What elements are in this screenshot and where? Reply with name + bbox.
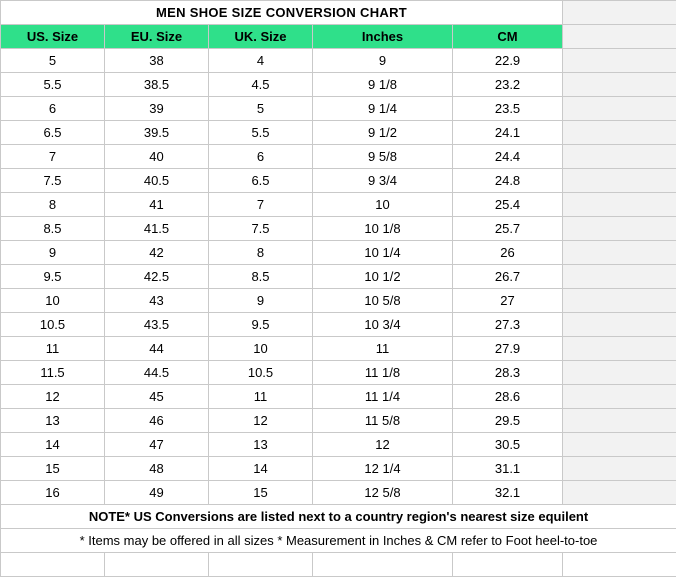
cell-us-size[interactable]: 8: [1, 193, 105, 217]
cell-uk-size[interactable]: 4: [209, 49, 313, 73]
empty-row: [1, 553, 676, 577]
empty-cell[interactable]: [563, 1, 676, 25]
cell-cm[interactable]: 25.4: [453, 193, 563, 217]
cell-us-size[interactable]: 7.5: [1, 169, 105, 193]
empty-cell[interactable]: [313, 553, 453, 577]
empty-cell[interactable]: [563, 361, 676, 385]
cell-eu-size[interactable]: 40: [105, 145, 209, 169]
cell-uk-size[interactable]: 14: [209, 457, 313, 481]
cell-us-size[interactable]: 9.5: [1, 265, 105, 289]
table-row: [1, 121, 676, 145]
empty-cell[interactable]: [563, 313, 676, 337]
cell-uk-size[interactable]: 9.5: [209, 313, 313, 337]
cell-eu-size[interactable]: 38.5: [105, 73, 209, 97]
cell-uk-size[interactable]: 8: [209, 241, 313, 265]
table-row: [1, 49, 676, 73]
cell-eu-size[interactable]: 40.5: [105, 169, 209, 193]
cell-inches[interactable]: 11 5/8: [313, 409, 453, 433]
cell-eu-size[interactable]: 43.5: [105, 313, 209, 337]
table-row: [1, 481, 676, 505]
cell-cm[interactable]: 26.7: [453, 265, 563, 289]
empty-cell[interactable]: [105, 553, 209, 577]
cell-inches[interactable]: 12 5/8: [313, 481, 453, 505]
empty-cell[interactable]: [563, 241, 676, 265]
cell-cm[interactable]: 27: [453, 289, 563, 313]
cell-cm[interactable]: 28.3: [453, 361, 563, 385]
cell-uk-size[interactable]: 8.5: [209, 265, 313, 289]
cell-inches[interactable]: 9 1/8: [313, 73, 453, 97]
cell-eu-size[interactable]: 43: [105, 289, 209, 313]
column-header-cm: CM: [453, 25, 563, 49]
cell-eu-size[interactable]: 41.5: [105, 217, 209, 241]
note-text-conversions: NOTE* US Conversions are listed next to a country region's nearest size equilent: [1, 505, 676, 529]
cell-cm[interactable]: 27.3: [453, 313, 563, 337]
cell-us-size[interactable]: 7: [1, 145, 105, 169]
empty-cell[interactable]: [563, 193, 676, 217]
cell-uk-size[interactable]: 10: [209, 337, 313, 361]
cell-inches[interactable]: 10: [313, 193, 453, 217]
cell-eu-size[interactable]: 38: [105, 49, 209, 73]
cell-uk-size[interactable]: 5.5: [209, 121, 313, 145]
cell-cm[interactable]: 26: [453, 241, 563, 265]
cell-eu-size[interactable]: 42: [105, 241, 209, 265]
cell-us-size[interactable]: 8.5: [1, 217, 105, 241]
empty-cell[interactable]: [1, 553, 105, 577]
cell-uk-size[interactable]: 9: [209, 289, 313, 313]
empty-cell[interactable]: [563, 433, 676, 457]
empty-cell[interactable]: [563, 385, 676, 409]
cell-inches[interactable]: 10 3/4: [313, 313, 453, 337]
cell-eu-size[interactable]: 39.5: [105, 121, 209, 145]
cell-eu-size[interactable]: 46: [105, 409, 209, 433]
cell-uk-size[interactable]: 6.5: [209, 169, 313, 193]
cell-us-size[interactable]: 5.5: [1, 73, 105, 97]
cell-cm[interactable]: 30.5: [453, 433, 563, 457]
cell-inches[interactable]: 9 3/4: [313, 169, 453, 193]
note-row-1: [1, 505, 676, 529]
cell-eu-size[interactable]: 47: [105, 433, 209, 457]
cell-uk-size[interactable]: 5: [209, 97, 313, 121]
table-row: [1, 241, 676, 265]
table-row: [1, 145, 676, 169]
cell-cm[interactable]: 28.6: [453, 385, 563, 409]
cell-eu-size[interactable]: 44: [105, 337, 209, 361]
cell-eu-size[interactable]: 44.5: [105, 361, 209, 385]
cell-uk-size[interactable]: 7: [209, 193, 313, 217]
cell-us-size[interactable]: 13: [1, 409, 105, 433]
cell-eu-size[interactable]: 39: [105, 97, 209, 121]
empty-cell[interactable]: [563, 337, 676, 361]
table-row: [1, 361, 676, 385]
cell-us-size[interactable]: 5: [1, 49, 105, 73]
cell-eu-size[interactable]: 49: [105, 481, 209, 505]
empty-cell[interactable]: [563, 97, 676, 121]
cell-uk-size[interactable]: 7.5: [209, 217, 313, 241]
column-header-eu-size: EU. Size: [105, 25, 209, 49]
table-row: [1, 169, 676, 193]
cell-uk-size[interactable]: 4.5: [209, 73, 313, 97]
cell-inches[interactable]: 10 5/8: [313, 289, 453, 313]
table-row: [1, 337, 676, 361]
cell-cm[interactable]: 25.7: [453, 217, 563, 241]
cell-inches[interactable]: 9 1/2: [313, 121, 453, 145]
empty-cell[interactable]: [563, 145, 676, 169]
cell-eu-size[interactable]: 41: [105, 193, 209, 217]
page-title: MEN SHOE SIZE CONVERSION CHART: [1, 1, 563, 25]
cell-cm[interactable]: 32.1: [453, 481, 563, 505]
cell-inches[interactable]: 12 1/4: [313, 457, 453, 481]
empty-cell[interactable]: [453, 553, 563, 577]
cell-cm[interactable]: 23.2: [453, 73, 563, 97]
empty-cell[interactable]: [563, 265, 676, 289]
table-row: [1, 73, 676, 97]
cell-inches[interactable]: 10 1/8: [313, 217, 453, 241]
note-row-2: [1, 529, 676, 553]
cell-us-size[interactable]: 12: [1, 385, 105, 409]
empty-cell[interactable]: [563, 73, 676, 97]
cell-uk-size[interactable]: 12: [209, 409, 313, 433]
empty-cell[interactable]: [563, 457, 676, 481]
column-header-us-size: US. Size: [1, 25, 105, 49]
cell-us-size[interactable]: 10.5: [1, 313, 105, 337]
table-row: [1, 97, 676, 121]
cell-uk-size[interactable]: 11: [209, 385, 313, 409]
empty-cell[interactable]: [563, 553, 676, 577]
empty-cell[interactable]: [563, 121, 676, 145]
title-row: [1, 1, 676, 25]
table-row: [1, 313, 676, 337]
cell-us-size[interactable]: 6: [1, 97, 105, 121]
cell-uk-size[interactable]: 13: [209, 433, 313, 457]
column-header-uk-size: UK. Size: [209, 25, 313, 49]
cell-cm[interactable]: 24.4: [453, 145, 563, 169]
column-header-inches: Inches: [313, 25, 453, 49]
cell-cm[interactable]: 27.9: [453, 337, 563, 361]
cell-cm[interactable]: 24.8: [453, 169, 563, 193]
cell-cm[interactable]: 22.9: [453, 49, 563, 73]
table-row: [1, 457, 676, 481]
table-row: [1, 289, 676, 313]
cell-uk-size[interactable]: 15: [209, 481, 313, 505]
cell-us-size[interactable]: 14: [1, 433, 105, 457]
cell-inches[interactable]: 11: [313, 337, 453, 361]
cell-eu-size[interactable]: 42.5: [105, 265, 209, 289]
cell-us-size[interactable]: 6.5: [1, 121, 105, 145]
empty-cell[interactable]: [563, 409, 676, 433]
cell-eu-size[interactable]: 45: [105, 385, 209, 409]
table-row: [1, 409, 676, 433]
empty-cell[interactable]: [563, 169, 676, 193]
cell-inches[interactable]: 12: [313, 433, 453, 457]
table-row: [1, 265, 676, 289]
cell-us-size[interactable]: 11: [1, 337, 105, 361]
cell-cm[interactable]: 31.1: [453, 457, 563, 481]
empty-cell[interactable]: [209, 553, 313, 577]
cell-us-size[interactable]: 11.5: [1, 361, 105, 385]
empty-cell[interactable]: [563, 49, 676, 73]
empty-cell[interactable]: [563, 217, 676, 241]
table-row: [1, 385, 676, 409]
table-row: [1, 193, 676, 217]
empty-cell[interactable]: [563, 25, 676, 49]
cell-inches[interactable]: 11 1/8: [313, 361, 453, 385]
cell-cm[interactable]: 29.5: [453, 409, 563, 433]
cell-inches[interactable]: 9: [313, 49, 453, 73]
cell-us-size[interactable]: 16: [1, 481, 105, 505]
cell-cm[interactable]: 24.1: [453, 121, 563, 145]
empty-cell[interactable]: [563, 289, 676, 313]
cell-inches[interactable]: 9 5/8: [313, 145, 453, 169]
cell-us-size[interactable]: 15: [1, 457, 105, 481]
header-row: [1, 25, 676, 49]
cell-inches[interactable]: 10 1/2: [313, 265, 453, 289]
cell-us-size[interactable]: 10: [1, 289, 105, 313]
cell-eu-size[interactable]: 48: [105, 457, 209, 481]
cell-us-size[interactable]: 9: [1, 241, 105, 265]
cell-inches[interactable]: 11 1/4: [313, 385, 453, 409]
cell-inches[interactable]: 10 1/4: [313, 241, 453, 265]
empty-cell[interactable]: [563, 481, 676, 505]
note-text-measurement: * Items may be offered in all sizes * Measurement in Inches & CM refer to Foot heel-to-toe: [1, 529, 676, 553]
cell-uk-size[interactable]: 6: [209, 145, 313, 169]
cell-cm[interactable]: 23.5: [453, 97, 563, 121]
cell-inches[interactable]: 9 1/4: [313, 97, 453, 121]
table-row: [1, 217, 676, 241]
table-row: [1, 433, 676, 457]
cell-uk-size[interactable]: 10.5: [209, 361, 313, 385]
